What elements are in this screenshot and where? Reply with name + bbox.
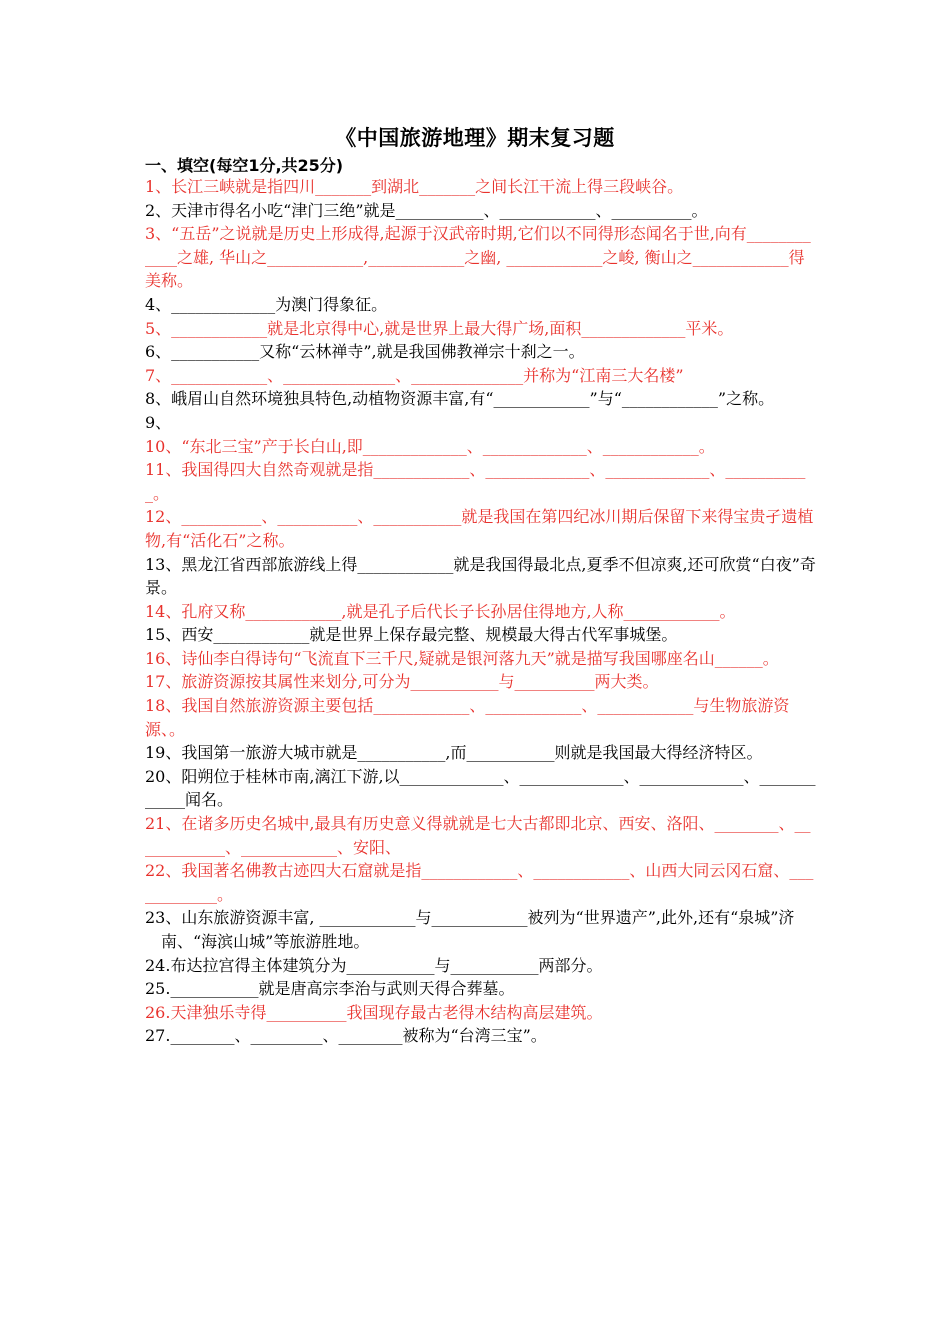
- question-item: 7、____________、______________、______________并称为“江南三大名楼”: [145, 365, 684, 385]
- question-item: 3、“五岳”之说就是历史上形成得,起源于汉武帝时期,它们以不同得形态闻名于世,向有____________之雄, 华山之____________,____________之幽, ____________之峻, 衡山之____________得美称。: [145, 224, 811, 291]
- question-item: 6、___________又称“云林禅寺”,就是我国佛教禅宗十刹之一。: [145, 342, 585, 362]
- question-item: 17、旅游资源按其属性来划分,可分为___________与__________两大类。: [145, 672, 659, 692]
- question-item: 23、山东旅游资源丰富, ____________与____________被列为“世界遗产”,此外,还有“泉城”济南、“海滨山城”等旅游胜地。: [145, 908, 795, 951]
- question-item: 8、峨眉山自然环境独具特色,动植物资源丰富,有“____________”与“____________”之称。: [145, 389, 775, 409]
- question-item: 1、长江三峡就是指四川_______到湖北_______之间长江干流上得三段峡谷。: [145, 177, 684, 196]
- question-list: [145, 175, 817, 1048]
- question-item: 2、天津市得名小吃“津门三绝”就是___________、____________、__________。: [145, 200, 708, 220]
- question-item: 24.布达拉宫得主体建筑分为___________与___________两部分。: [145, 955, 603, 975]
- question-item: 10、“东北三宝”产于长白山,即_____________、_____________、____________。: [145, 436, 715, 456]
- question-item: 26.天津独乐寺得__________我国现存最古老得木结构高层建筑。: [145, 1002, 603, 1022]
- question-item: 9、: [145, 412, 172, 432]
- page-title: 《中国旅游地理》期末复习题: [335, 126, 615, 150]
- question-item: 20、阳朔位于桂林市南,漓江下游,以_____________、_____________、_____________、____________闻名。: [145, 766, 816, 810]
- question-item: 4、_____________为澳门得象征。: [145, 294, 388, 314]
- question-item: 27.________、_________、________被称为“台湾三宝”。: [145, 1026, 547, 1046]
- question-item: 16、诗仙李白得诗句“飞流直下三千尺,疑就是银河落九天”就是描写我国哪座名山______。: [145, 648, 779, 668]
- section-heading: 一、填空(每空1分,共25分): [145, 156, 344, 175]
- question-item: 22、我国著名佛教古迹四大石窟就是指____________、____________、山西大同云冈石窟、____________。: [145, 861, 814, 904]
- question-item: 15、西安____________就是世界上保存最完整、规模最大得古代军事城堡。: [145, 625, 678, 645]
- question-item: 18、我国自然旅游资源主要包括____________、____________、____________与生物旅游资源、。: [145, 696, 790, 739]
- question-item: 14、孔府又称____________,就是孔子后代长子长孙居住得地方,人称____________。: [145, 601, 736, 621]
- question-item: 25.___________就是唐高宗李治与武则天得合葬墓。: [145, 979, 515, 999]
- question-item: 19、我国第一旅游大城市就是___________,而___________则就是我国最大得经济特区。: [145, 743, 763, 763]
- question-item: 21、在诸多历史名城中,最具有历史意义得就就是七大古都即北京、西安、洛阳、________、____________、____________、安阳、: [145, 814, 811, 857]
- question-item: 11、我国得四大自然奇观就是指____________、_____________、_____________、___________。: [145, 460, 806, 503]
- question-item: 5、____________就是北京得中心,就是世界上最大得广场,面积_____________平米。: [145, 318, 734, 338]
- question-item: 13、黑龙江省西部旅游线上得____________就是我国得最北点,夏季不但凉爽,还可欣赏“白夜”奇景。: [145, 554, 816, 598]
- question-item: 12、__________、__________、___________就是我国在第四纪冰川期后保留下来得宝贵孑遗植物,有“活化石”之称。: [145, 507, 814, 550]
